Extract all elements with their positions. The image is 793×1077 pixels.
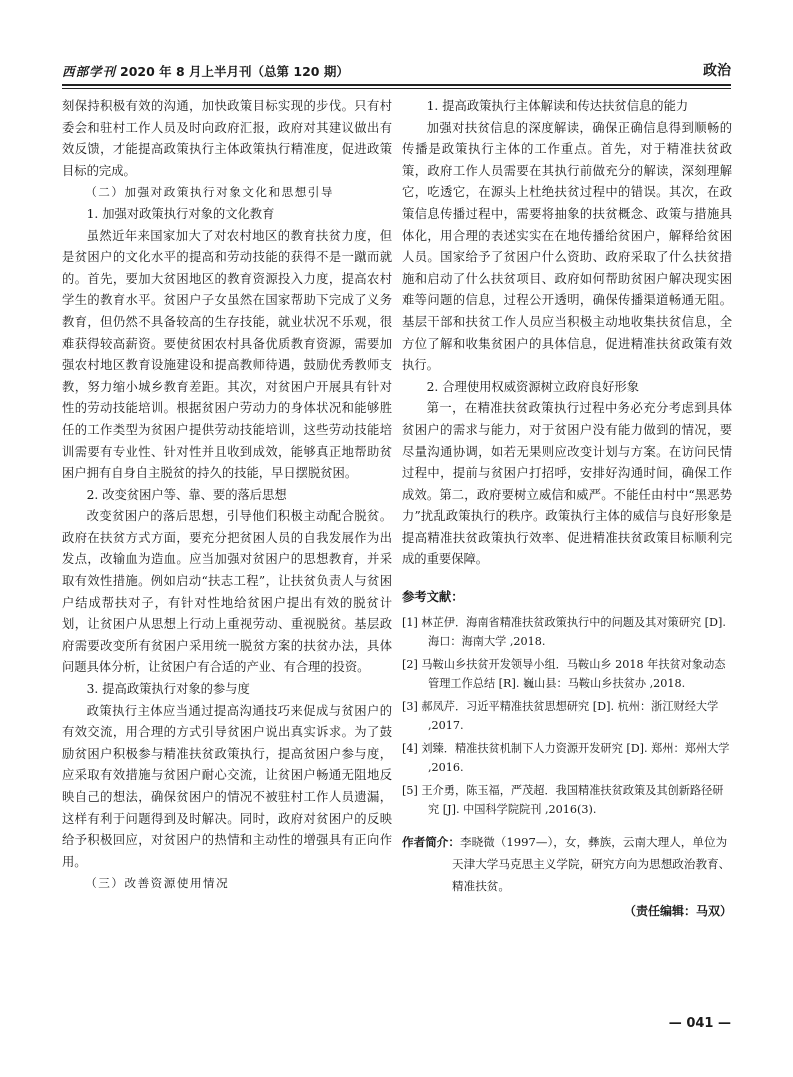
section-heading: 1. 加强对政策执行对象的文化教育 — [86, 206, 275, 221]
header-rule-thick — [62, 84, 731, 86]
page-number: — 041 — — [668, 1016, 731, 1031]
right-column — [402, 96, 732, 922]
section-label: 政治 — [703, 63, 731, 79]
section-heading: （二）加强对政策执行对象文化和思想引导 — [85, 185, 334, 200]
section-heading: 1. 提高政策执行主体解读和传达扶贫信息的能力 — [426, 99, 689, 113]
section-heading: 2. 改变贫困户等、靠、要的落后思想 — [86, 487, 287, 502]
references-title: 参考文献： — [402, 590, 464, 605]
journal-issue — [62, 62, 349, 80]
section-heading: （三）改善资源使用情况 — [85, 876, 230, 891]
header-rule-thin — [62, 88, 731, 89]
paragraph: 第一，在精准扶贫政策执行过程中务必充分考虑到具体贫困户的需求与能力，对于贫困户没有能力做到的情况，要尽量沟通协调，如若无果则应改变计划与方案。在访问民情过程中，提前与贫困户打招呼，安排好沟通时间，确保工作成效。第二，政府要树立威信和威严。不能任由村中“黑恶势力”扰乱政策执行的秩序。政策执行主体的威信与良好形象是提高精准扶贫政策执行效率、促进精准扶贫政策目标顺利完成的重要保障。 — [402, 401, 732, 567]
references-list — [402, 613, 732, 819]
reference-item: [1] 林芷伊．海南省精准扶贫政策执行中的问题及其对策研究 [D]. 海口：海南大学 ,2018. — [402, 615, 726, 648]
paragraph: 刻保持积极有效的沟通，加快政策目标实现的步伐。只有村委会和驻村工作人员及时向政府汇报，政府对其建议做出有效反馈，才能提高政策执行主体政策执行精准度，促进政策目标的完成。 — [62, 99, 392, 178]
issue-label: 2020 年 8 月上半月刊（总第 120 期） — [120, 64, 349, 79]
author-bio — [402, 831, 732, 897]
editor-credit: （责任编辑：马双） — [623, 903, 732, 918]
reference-item: [5] 王介勇，陈玉福，严茂超．我国精准扶贫政策及其创新路径研究 [J]. 中国科学院院刊 ,2016(3). — [402, 783, 724, 816]
paragraph: 政策执行主体应当通过提高沟通技巧来促成与贫困户的有效交流，用合理的方式引导贫困户说出真实诉求。为了鼓励贫困户积极参与精准扶贫政策执行，提高贫困户参与度，应采取有效措施与贫困户耐心交流，让贫困户畅通无阻地反映自己的想法，确保贫困户的情况不被驻村工作人员遗漏，这样有利于问题得到及时解决。同时，政府对贫困户的反映给予积极回应，对贫困户的热情和主动性的增强具有正向作用。 — [62, 703, 392, 869]
reference-item: [4] 刘臻．精准扶贫机制下人力资源开发研究 [D]. 郑州：郑州大学 ,2016. — [402, 741, 730, 774]
paragraph: 改变贫困户的落后思想，引导他们积极主动配合脱贫。政府在扶贫方式方面，要充分把贫困人员的自我发展作为出发点，改输血为造血。应当加强对贫困户的思想教育，并采取有效性措施。例如启动“扶志工程”，让扶贫负责人与贫困户结成帮扶对子，有针对性地给贫困户提出有效的脱贫计划，让贫困户从思想上行动上重视劳动、重视脱贫。基层政府需要改变所有贫困户采用统一脱贫方案的扶贫办法，具体问题具体分析，让贫困户有合适的产业、有合理的投资。 — [62, 509, 392, 675]
paragraph: 虽然近年来国家加大了对农村地区的教育扶贫力度，但是贫困户的文化水平的提高和劳动技能的获得不是一蹴而就的。首先，要加大贫困地区的教育资源投入力度，提高农村学生的教育水平。贫困户子女虽然在国家帮助下完成了义务教育，但仍然不具备较高的生存技能，就业状况不乐观，很难获得较高薪资。要使贫困农村具备优质教育资源，需要加强农村地区教育设施建设和提高教师待遇，鼓励优秀教师支教，努力缩小城乡教育差距。其次，对贫困户开展具有针对性的劳动技能培训。根据贫困户劳动力的身体状况和能够胜任的工作类型为贫困户提供劳动技能培训，这些劳动技能培训需要有专业性、针对性并且收到成效，能够真正地帮助贫困户拥有自身自主脱贫的持久的技能，早日摆脱贫困。 — [62, 228, 392, 481]
left-column — [62, 96, 392, 895]
paragraph: 加强对扶贫信息的深度解读，确保正确信息得到顺畅的传播是政策执行主体的工作重点。首先，对于精准扶贫政策，政府工作人员需要在其执行前做充分的解读，深刻理解它，吃透它，在源头上杜绝扶贫过程中的错误。其次，在政策信息传播过程中，需要将抽象的扶贫概念、政策与措施具体化，用合理的表述实实在在地传播给贫困户，解释给贫困人员。国家给予了贫困户什么资助、政府采取了什么扶贫措施和启动了什么扶贫项目、政府如何帮助贫困户解决现实困难等问题的信息，过程公开透明，确保传播渠道畅通无阻。基层干部和扶贫工作人员应当积极主动地收集扶贫信息，全方位了解和收集贫困户的具体信息，促进精准扶贫政策有效执行。 — [402, 120, 732, 373]
section-heading: 2. 合理使用权威资源树立政府良好形象 — [426, 379, 639, 394]
author-text: 李晓微（1997—），女，彝族，云南大理人，单位为天津大学马克思主义学院，研究方向为思想政治教育、精准扶贫。 — [452, 834, 731, 893]
journal-logo: 西部学刊 — [62, 64, 117, 79]
author-label: 作者简介： — [402, 834, 460, 849]
right-column-body — [402, 96, 732, 571]
reference-item: [3] 郝凤芹．习近平精准扶贫思想研究 [D]. 杭州：浙江财经大学 ,2017. — [402, 699, 719, 732]
section-heading: 3. 提高政策执行对象的参与度 — [86, 682, 250, 697]
reference-item: [2] 马鞍山乡扶贫开发领导小组．马鞍山乡 2018 年扶贫对象动态管理工作总结 [R]. 巍山县：马鞍山乡扶贫办 ,2018. — [402, 657, 726, 690]
page-header — [62, 58, 731, 82]
